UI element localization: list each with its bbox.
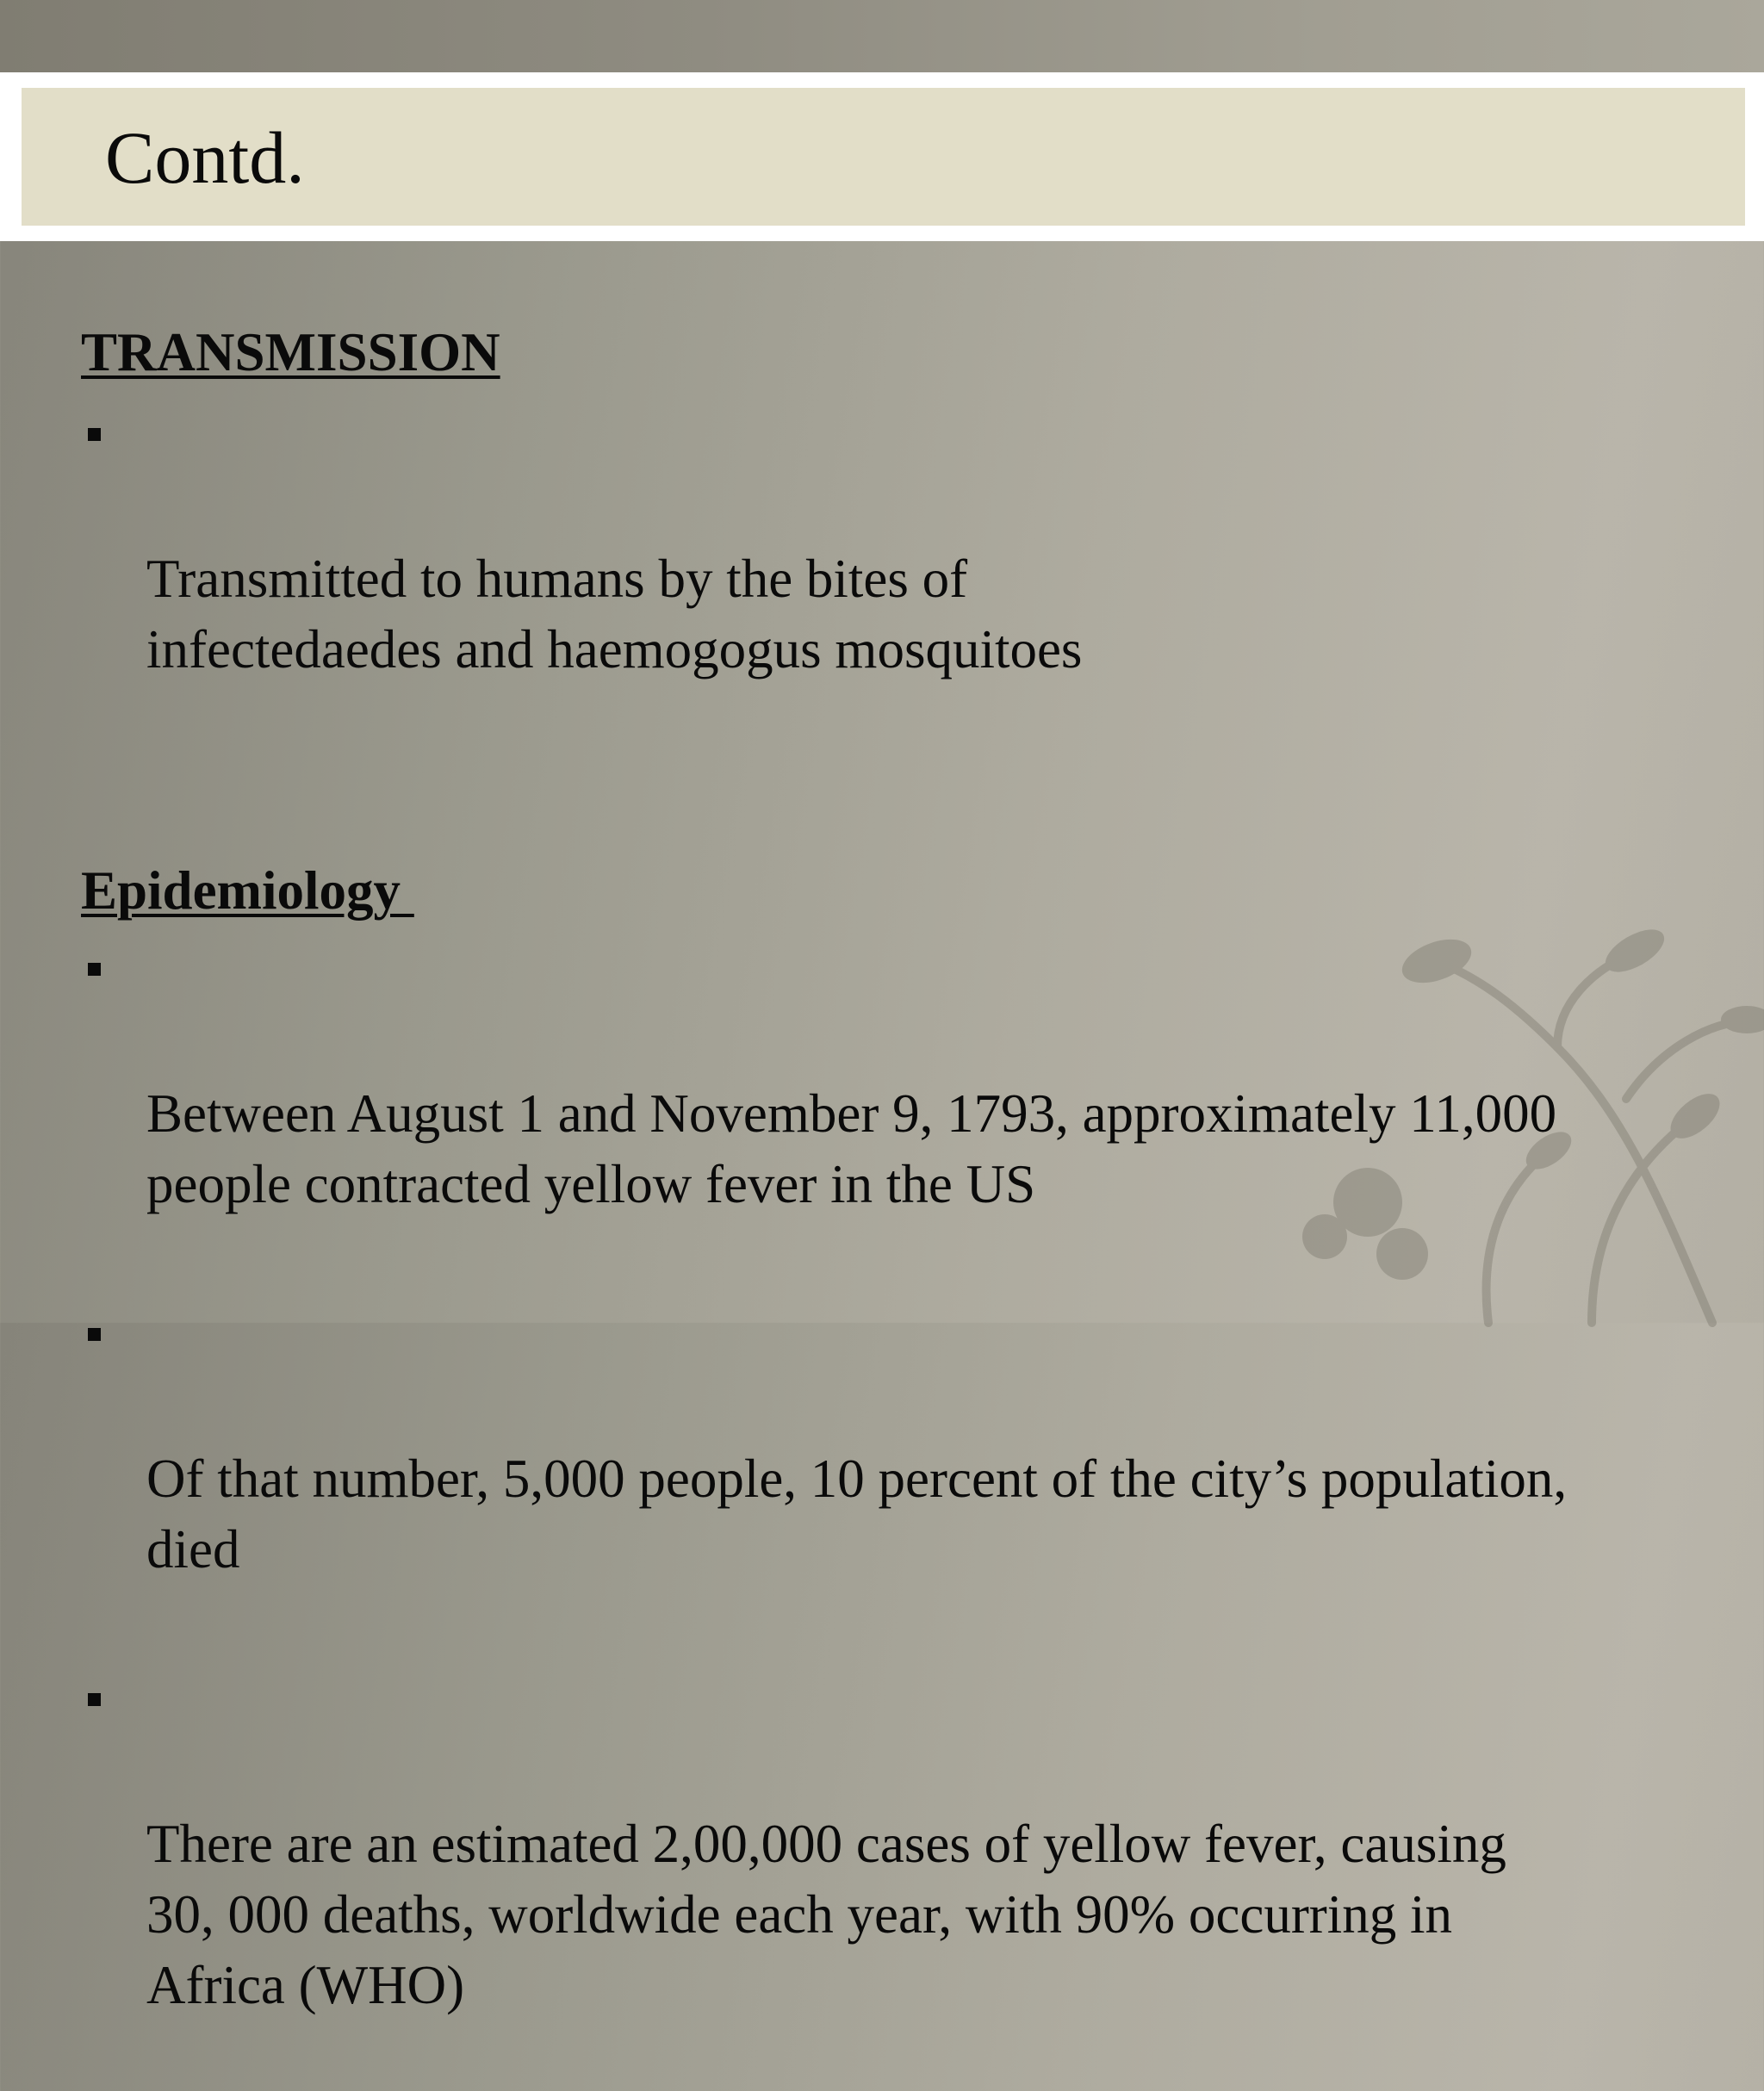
top-decorative-band bbox=[0, 0, 1764, 72]
bullet-list-epidemiology bbox=[81, 937, 1717, 2091]
list-item bbox=[81, 402, 1717, 755]
bullet-text: There are an estimated 2,00,000 cases of yellow fever, causing 30, 000 deaths, worldwide each year, with 90% occurring in Africa (WHO) bbox=[146, 1814, 1506, 2015]
slide-title: Contd. bbox=[105, 116, 305, 199]
bullet-text: Between August 1 and November 9, 1793, approximately 11,000 people contracted yellow fever in the US bbox=[146, 1083, 1557, 1214]
list-item bbox=[81, 1667, 1717, 2091]
bullet-list-transmission bbox=[81, 402, 1717, 755]
bullet-text: Of that number, 5,000 people, 10 percent of the city’s population, died bbox=[146, 1449, 1568, 1579]
list-item bbox=[81, 937, 1717, 1290]
section-epidemiology bbox=[81, 860, 1717, 2091]
square-bullet-icon bbox=[88, 963, 101, 976]
bullet-text: Transmitted to humans by the bites of infectedaedes and haemogogus mosquitoes bbox=[146, 549, 1083, 679]
square-bullet-icon bbox=[88, 428, 101, 441]
section-transmission bbox=[81, 322, 1717, 755]
section-heading-transmission: TRANSMISSION bbox=[81, 322, 500, 382]
slide-content bbox=[81, 322, 1717, 2091]
section-heading-epidemiology: Epidemiology bbox=[81, 860, 414, 921]
list-item bbox=[81, 1302, 1717, 1655]
square-bullet-icon bbox=[88, 1328, 101, 1341]
square-bullet-icon bbox=[88, 1693, 101, 1706]
